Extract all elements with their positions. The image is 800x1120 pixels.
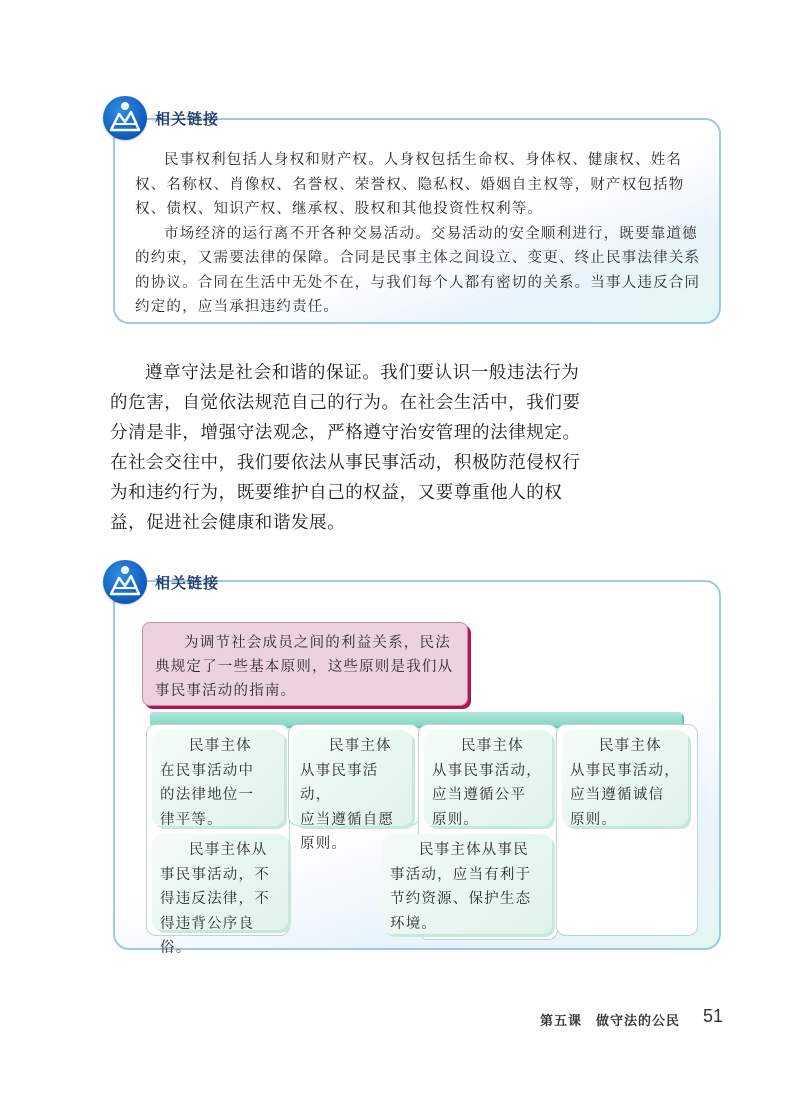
principle-line: 事活动，应当有利于 [390, 866, 532, 883]
principle-line: 应当遵循诚信 [570, 787, 665, 803]
principle-line: 的法律地位一 [160, 787, 255, 803]
principle-card-good-faith [562, 730, 688, 826]
principles-intro-text: 为调节社会成员之间的利益关系，民法典规定了一些基本原则，这些原则是我们从事民事活动的指南。 [155, 635, 454, 699]
principle-line: 民事主体从 [189, 842, 268, 858]
related-link-header-1 [103, 96, 219, 140]
principle-line: 原则。 [300, 836, 348, 852]
principle-card-green [382, 834, 552, 934]
principle-card-equality [152, 730, 284, 826]
principle-line: 应当遵循公平 [432, 787, 527, 803]
related-link-header-2 [103, 560, 219, 604]
main-paragraph-text: 遵章守法是社会和谐的保证。我们要认识一般违法行为的危害，自觉依法规范自己的行为。在社会生活中，我们要分清是非，增强守法观念，严格遵守治安管理的法律规定。在社会交往中，我们要依法从事民事活动，积极防范侵权行为和违约行为，既要维护自己的权益，又要尊重他人的权益，促进社会健康和谐发展。 [110, 363, 581, 533]
principle-line: 得违反法律，不 [160, 891, 270, 907]
principle-line: 民事主体 [599, 738, 662, 754]
principle-line: 民事主体 [329, 738, 392, 754]
principle-line: 事民事活动，不 [160, 866, 270, 883]
principle-card-legality [152, 834, 288, 956]
related-link-title: 相关链接 [155, 573, 220, 592]
related-link-icon [103, 96, 147, 140]
principle-line: 得违背公序良俗。 [160, 915, 255, 956]
principles-intro-card [142, 622, 468, 706]
page-number: 51 [703, 1006, 724, 1026]
principle-card-voluntary [292, 730, 412, 852]
principle-line: 原则。 [570, 811, 618, 828]
related-link-paragraph: 市场经济的运行离不开各种交易活动。交易活动的安全顺利进行，既要靠道德的约束，又需要法律的保障。合同是民事主体之间设立、变更、终止民事法律关系的协议。合同在生活中无处不在，与我们每个人都有密切的关系。当事人违反合同约定的，应当承担违约责任。 [135, 225, 701, 315]
principle-line: 节约资源、保护生态 [390, 891, 532, 907]
related-link-paragraph: 民事权利包括人身权和财产权。人身权包括生命权、身体权、健康权、姓名权、名称权、肖像权、名誉权、荣誉权、隐私权、婚姻自主权等，财产权包括物权、债权、知识产权、继承权、股权和其他投资性权利等。 [135, 152, 685, 217]
principle-line: 民事主体 [189, 738, 252, 754]
principle-line: 民事主体 [461, 738, 524, 754]
main-paragraph [110, 358, 582, 538]
principle-line: 环境。 [390, 915, 438, 932]
principle-line: 从事民事活动， [432, 762, 542, 779]
lesson-footer: 第五课 做守法的公民 [540, 1014, 681, 1029]
principle-line: 在民事活动中 [160, 762, 255, 779]
principle-line: 民事主体从事民 [419, 842, 529, 858]
principle-line: 律平等。 [160, 811, 223, 828]
principle-line: 原则。 [432, 811, 480, 828]
principle-line: 应当遵循自愿 [300, 811, 395, 828]
principle-card-fairness [424, 730, 552, 826]
related-link-title: 相关链接 [155, 109, 220, 128]
principle-line: 从事民事活动， [300, 762, 379, 803]
related-link-icon [103, 560, 147, 604]
principle-line: 从事民事活动， [570, 762, 680, 779]
related-link-text-1 [135, 148, 703, 320]
